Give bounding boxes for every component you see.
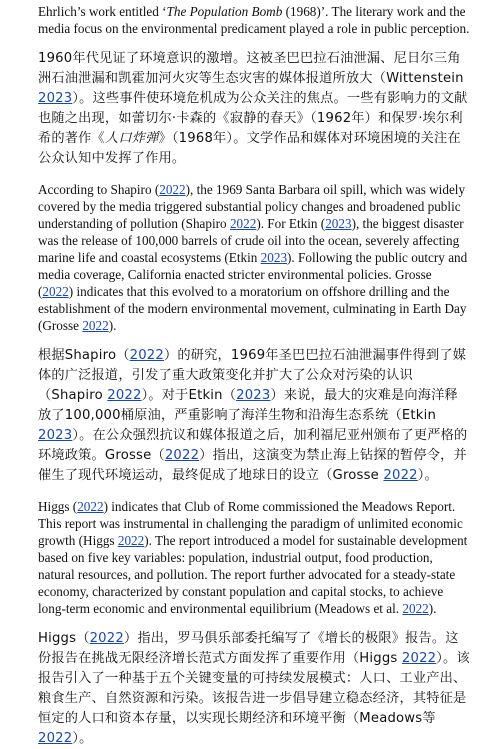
citation-link[interactable]: 2023 <box>38 91 73 106</box>
citation-link[interactable]: 2023 <box>260 250 288 265</box>
book-title: The Population Bomb <box>166 4 283 19</box>
text-run: ), the biggest disaster was the release of 100,000 barrels of crude oil into the ocean, severely affecting marine life and coastal ecosystems (Etkin <box>38 216 464 265</box>
citation-link[interactable]: 2022 <box>402 601 429 616</box>
text-run: Higgs（ <box>38 631 90 646</box>
paragraph-zh-2 <box>38 346 470 486</box>
text-run: Ehrlich’s work entitled ‘ <box>38 4 167 19</box>
paragraph-zh-1 <box>38 49 470 169</box>
text-run: ）。对于Etkin（ <box>141 388 237 403</box>
citation-link[interactable]: 2023 <box>38 428 73 443</box>
text-run: ）。 <box>417 468 438 483</box>
citation-link[interactable]: 2023 <box>325 216 352 231</box>
paragraph-en-1 <box>38 0 470 37</box>
text-run: 1960年代见证了环境意识的激增。这被圣巴巴拉石油泄漏、尼日尔三角洲石油泄漏和凯霍加河火灾等生态灾害的媒体报道所放大（Wittenstein <box>38 51 464 86</box>
text-run: According to Shapiro ( <box>38 182 160 197</box>
text-run: 根据Shapiro（ <box>38 348 130 363</box>
text-run: ）。该报告引入了一种基于五个关键变量的可持续发展模式：人口、工业产出、粮食生产、自然资源和污染。该报告进一步倡导建立稳态经济，其特征是恒定的人口和资本存量，以实现长期经济和环境平衡（Meadows等 <box>38 651 470 726</box>
paragraph-en-3 <box>38 498 470 617</box>
citation-link[interactable]: 2022 <box>164 448 200 463</box>
book-title: 人口炸弹 <box>104 131 159 146</box>
citation-link[interactable]: 2023 <box>236 388 271 403</box>
text-run: ). Following the public outcry and media coverage, California enacted stricter environmental policies. Grosse ( <box>38 250 468 299</box>
citation-link[interactable]: 2022 <box>77 499 104 514</box>
paragraph-zh-3 <box>38 629 470 749</box>
citation-link[interactable]: 2022 <box>117 533 145 548</box>
text-run: (1968)’. The literary work and the media focus on the environmental predicament played a role in public perception. <box>38 4 470 36</box>
citation-link[interactable]: 2022 <box>107 388 142 403</box>
text-run: 》（1968年）。文学作品和媒体对环境困境的关注在公众认知中发挥了作用。 <box>38 131 461 166</box>
text-run: ) indicates that this evolved to a moratorium on offshore drilling and the establishment of the modern environmental movement, culminating in Earth Day (Grosse <box>38 284 467 333</box>
text-run: ). For Etkin ( <box>256 216 326 231</box>
citation-link[interactable]: 2022 <box>82 318 109 333</box>
text-run: ). <box>108 318 117 333</box>
text-run: ）。在公众强烈抗议和媒体报道之后，加利福尼亚州颁布了更严格的环境政策。Grosse（ <box>38 428 468 463</box>
citation-link[interactable]: 2022 <box>89 631 124 646</box>
text-run: ）来说，最大的灾难是向海洋释放了100,000桶原油，严重影响了海洋生物和沿海生态系统（Etkin <box>38 388 458 423</box>
citation-link[interactable]: 2022 <box>159 182 186 197</box>
paragraph-en-2 <box>38 181 470 334</box>
text-run: ）。这些事件使环境危机成为公众关注的焦点。一些有影响力的文献也随之出现，如蕾切尔·卡森的《寂静的春天》（1962年）和保罗·埃尔利希的著作《 <box>38 91 468 146</box>
text-run: ), the 1969 Santa Barbara oil spill, which was widely covered by the media triggered substantial policy changes and broadened public understanding of pollution (Shapiro <box>38 182 466 231</box>
citation-link[interactable]: 2022 <box>42 284 69 299</box>
text-run: ）。 <box>72 731 93 746</box>
text-run: ). <box>428 601 437 616</box>
text-run: ). The report introduced a model for sustainable development based on five key variables: population, industrial output, food production, natural resources, and pollution. The report further advocated for a steady-state economy, characterized by constant population and capital stocks, to achieve long-term economic and environmental equilibrium (Meadows et al. <box>38 533 468 616</box>
text-run: Higgs ( <box>38 499 78 514</box>
citation-link[interactable]: 2022 <box>401 651 437 666</box>
text-run: ) indicates that Club of Rome commissioned the Meadows Report. This report was instrumental in challenging the paradigm of unlimited economic growth (Higgs <box>38 499 463 548</box>
citation-link[interactable]: 2022 <box>129 348 164 363</box>
citation-link[interactable]: 2022 <box>383 468 418 483</box>
citation-link[interactable]: 2022 <box>38 731 73 746</box>
text-run: ）指出，罗马俱乐部委托编写了《增长的极限》报告。这份报告在挑战无限经济增长范式方面发挥了重要作用（Higgs <box>38 631 459 666</box>
text-run: ）的研究，1969年圣巴巴拉石油泄漏事件得到了媒体的广泛报道，引发了重大政策变化并扩大了公众对污染的认识（Shapiro <box>38 348 467 403</box>
text-run: ）指出，这演变为禁止海上钻探的暂停令，并催生了现代环境运动，最终促成了地球日的设立（Grosse <box>38 448 467 483</box>
citation-link[interactable]: 2022 <box>229 216 257 231</box>
